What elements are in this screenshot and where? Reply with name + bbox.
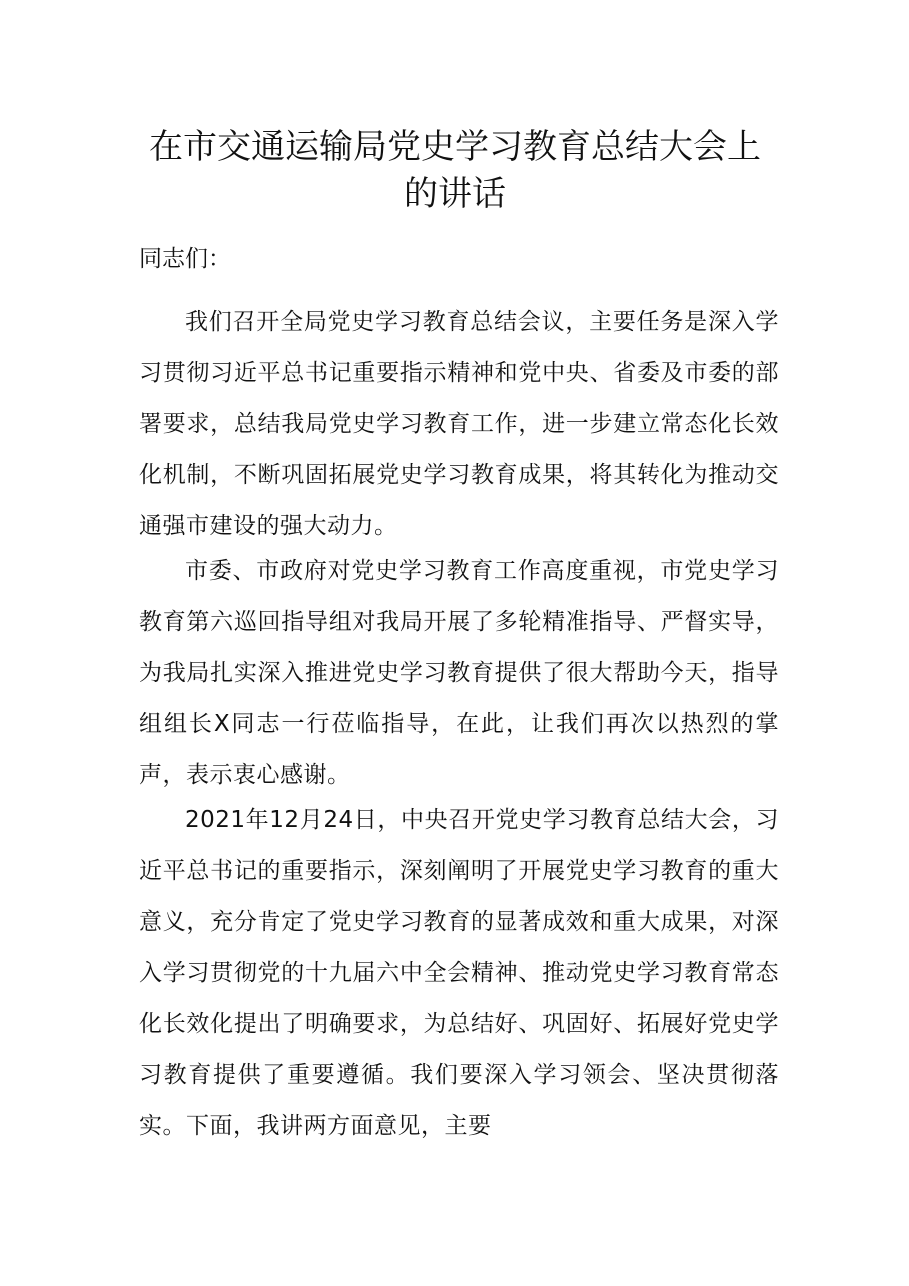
paragraph-2: 市委、市政府对党史学习教育工作高度重视，市党史学习教育第六巡回指导组对我局开展了多轮精准指导、严督实导，为我局扎实深入推进党史学习教育提供了很大帮助今天，指导组组长X同志一行莅临指导，在此，让我们再次以热烈的掌声，表示衷心感谢。 [139, 558, 779, 788]
document-title-line-2: 的讲话 [404, 174, 506, 214]
greeting: 同志们： [139, 246, 231, 272]
document-title-line-1: 在市交通运输局党史学习教育总结大会上 [149, 127, 761, 167]
paragraph-3: 2021年12月24日，中央召开党史学习教育总结大会，习近平总书记的重要指示，深刻阐明了开展党史学习教育的重大意义，充分肯定了党史学习教育的显著成效和重大成果，对深入学习贯彻党的十九届六中全会精神、推动党史学习教育常态化长效化提出了明确要求，为总结好、巩固好、拓展好党史学习教育提供了重要遵循。我们要深入学习领会、坚决贯彻落实。下面，我讲两方面意见，主要 [139, 807, 779, 1139]
paragraph-1: 我们召开全局党史学习教育总结会议，主要任务是深入学习贯彻习近平总书记重要指示精神和党中央、省委及市委的部署要求，总结我局党史学习教育工作，进一步建立常态化长效化机制，不断巩固拓展党史学习教育成果，将其转化为推动交通强市建设的强大动力。 [139, 309, 779, 539]
